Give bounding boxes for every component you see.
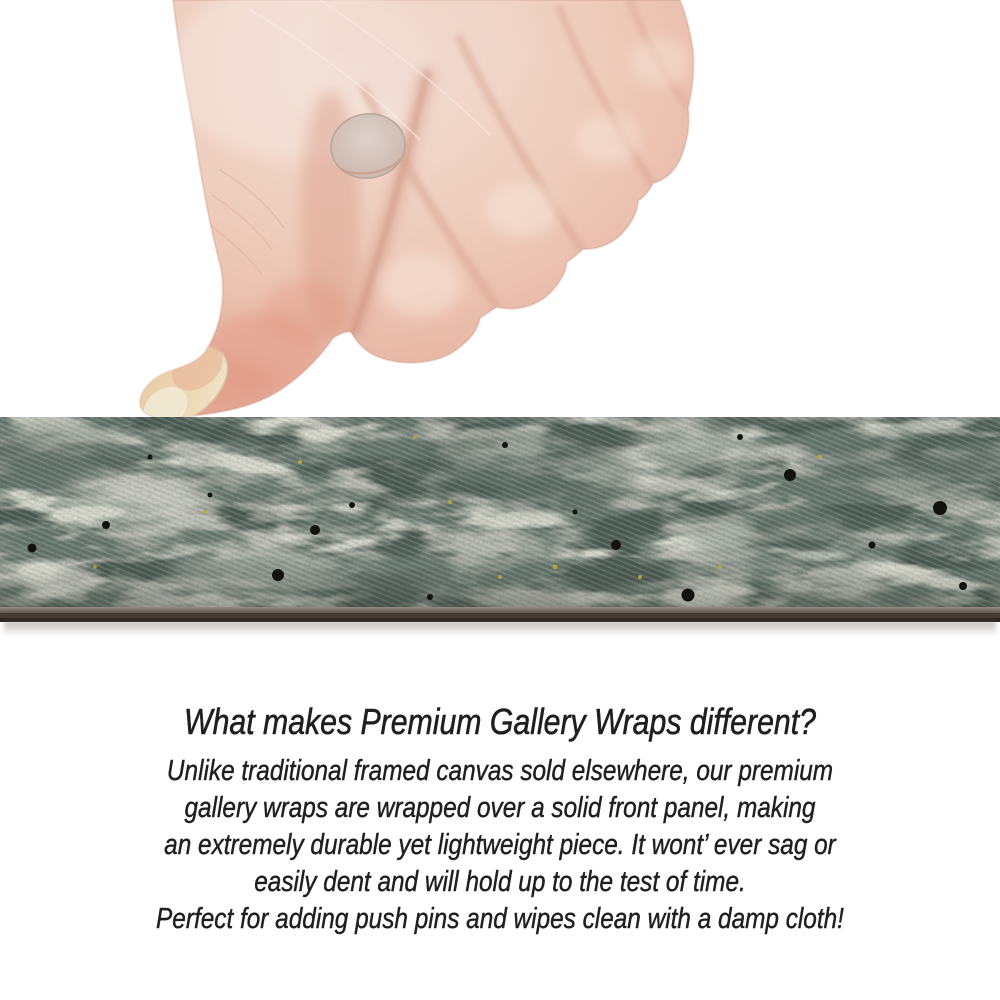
info-heading: What makes Premium Gallery Wraps different? — [184, 701, 816, 742]
canvas-edge-photo — [0, 417, 1000, 622]
drop-shadow — [4, 621, 996, 636]
info-body — [80, 753, 920, 938]
info-text — [80, 701, 920, 938]
info-line: easily dent and will hold up to the test of time. — [254, 866, 746, 898]
info-line: Unlike traditional framed canvas sold elsewhere, our premium — [166, 755, 834, 787]
info-line: an extremely durable yet lightweight piece. It wont’ ever sag or — [164, 829, 836, 861]
info-line: gallery wraps are wrapped over a solid front panel, making — [184, 792, 816, 824]
info-line: Perfect for adding push pins and wipes clean with a damp cloth! — [156, 903, 844, 935]
hand-photo — [0, 0, 1000, 422]
